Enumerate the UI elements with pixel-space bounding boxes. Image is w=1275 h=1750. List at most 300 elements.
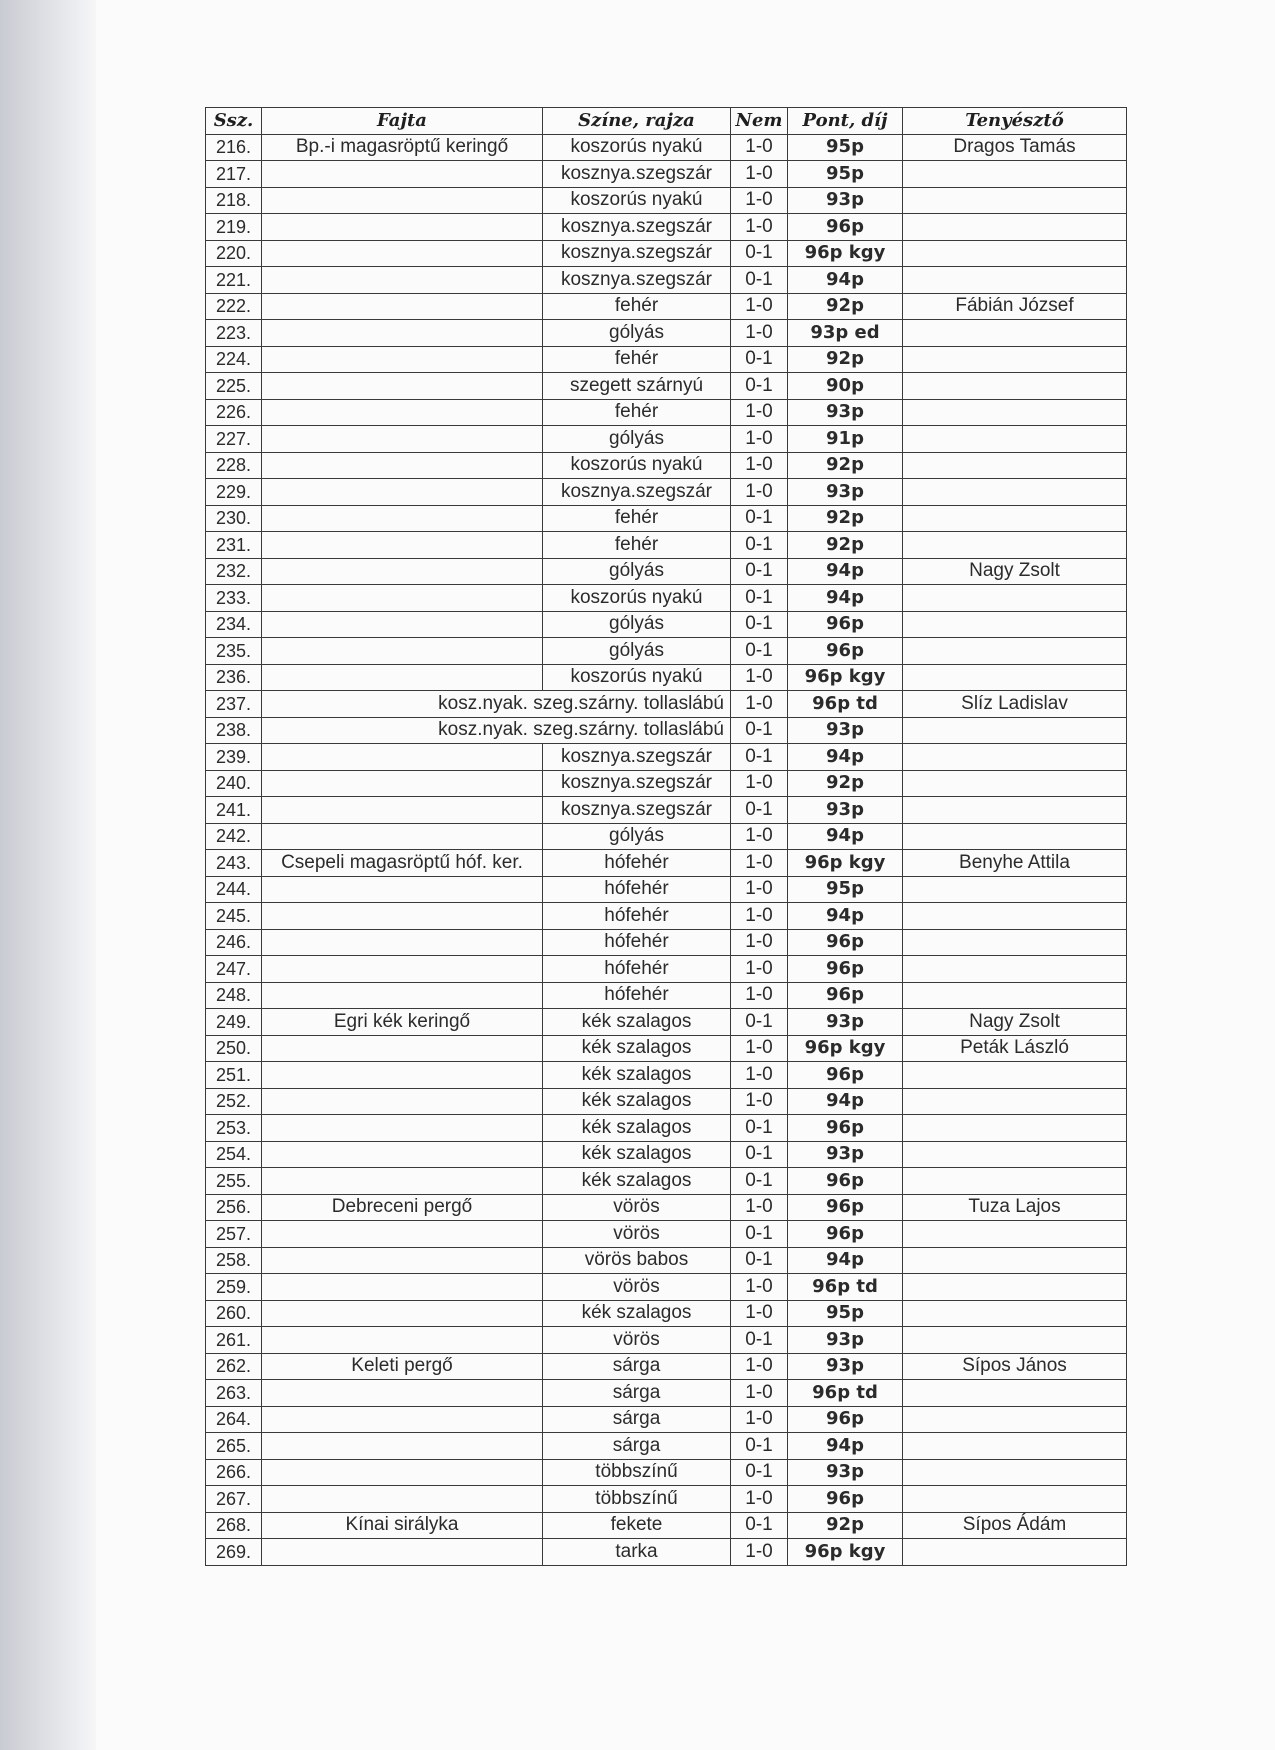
cell-ssz: 222. [206,293,262,320]
cell-fajta [262,1300,543,1327]
cell-szin: gólyás [543,426,731,453]
cell-nem: 1-0 [731,956,788,983]
cell-szin: kék szalagos [543,1088,731,1115]
cell-tenyeszto [903,187,1127,214]
cell-pont: 96p [788,638,903,665]
cell-fajta [262,161,543,188]
cell-ssz: 238. [206,717,262,744]
table-row [206,214,1127,241]
cell-fajta [262,1062,543,1089]
table-row [206,346,1127,373]
cell-tenyeszto [903,664,1127,691]
cell-pont: 94p [788,1247,903,1274]
cell-nem: 1-0 [731,1380,788,1407]
cell-szin: gólyás [543,320,731,347]
cell-ssz: 267. [206,1486,262,1513]
cell-ssz: 231. [206,532,262,559]
cell-fajta [262,1433,543,1460]
cell-pont: 96p [788,214,903,241]
cell-ssz: 233. [206,585,262,612]
cell-ssz: 245. [206,903,262,930]
cell-szin: kosznya.szegszár [543,161,731,188]
table-row [206,1353,1127,1380]
cell-fajta [262,1141,543,1168]
cell-pont: 93p [788,1327,903,1354]
table-row [206,691,1127,718]
cell-tenyeszto: Dragos Tamás [903,134,1127,161]
cell-fajta: Csepeli magasröptű hóf. ker. [262,850,543,877]
cell-tenyeszto [903,1300,1127,1327]
cell-ssz: 253. [206,1115,262,1142]
cell-pont: 96p [788,1115,903,1142]
cell-pont: 96p [788,1406,903,1433]
cell-fajta: Egri kék keringő [262,1009,543,1036]
cell-nem: 1-0 [731,876,788,903]
cell-pont: 94p [788,585,903,612]
cell-szin: hófehér [543,956,731,983]
cell-szin: koszorús nyakú [543,585,731,612]
cell-ssz: 219. [206,214,262,241]
header-row [206,108,1127,135]
table-row [206,505,1127,532]
cell-szin: hófehér [543,929,731,956]
cell-nem: 0-1 [731,797,788,824]
cell-fajta [262,479,543,506]
cell-szin: vörös [543,1221,731,1248]
cell-fajta [262,1539,543,1566]
cell-tenyeszto [903,1327,1127,1354]
table-row [206,161,1127,188]
cell-szin: kék szalagos [543,1115,731,1142]
table-row [206,1088,1127,1115]
cell-pont: 96p [788,1062,903,1089]
cell-fajta [262,982,543,1009]
cell-ssz: 255. [206,1168,262,1195]
cell-nem: 1-0 [731,452,788,479]
cell-nem: 0-1 [731,267,788,294]
cell-ssz: 237. [206,691,262,718]
cell-fajta [262,744,543,771]
cell-tenyeszto [903,1168,1127,1195]
cell-szin: fekete [543,1512,731,1539]
cell-pont: 92p [788,532,903,559]
cell-nem: 0-1 [731,1168,788,1195]
cell-nem: 1-0 [731,1274,788,1301]
cell-nem: 0-1 [731,585,788,612]
table-row [206,479,1127,506]
cell-tenyeszto [903,267,1127,294]
cell-tenyeszto [903,373,1127,400]
cell-fajta [262,1221,543,1248]
cell-nem: 0-1 [731,717,788,744]
cell-tenyeszto [903,1115,1127,1142]
cell-nem: 1-0 [731,161,788,188]
cell-ssz: 263. [206,1380,262,1407]
cell-szin: sárga [543,1353,731,1380]
table-row [206,638,1127,665]
cell-tenyeszto [903,638,1127,665]
cell-fajta [262,558,543,585]
cell-fajta [262,267,543,294]
cell-pont: 96p td [788,1380,903,1407]
cell-szin: gólyás [543,611,731,638]
cell-nem: 1-0 [731,320,788,347]
cell-szin: sárga [543,1433,731,1460]
cell-ssz: 218. [206,187,262,214]
cell-nem: 0-1 [731,1141,788,1168]
cell-nem: 0-1 [731,1247,788,1274]
table-row [206,797,1127,824]
cell-ssz: 216. [206,134,262,161]
cell-szin: kék szalagos [543,1062,731,1089]
cell-pont: 92p [788,346,903,373]
cell-tenyeszto [903,479,1127,506]
cell-pont: 93p [788,1353,903,1380]
cell-nem: 1-0 [731,1035,788,1062]
cell-tenyeszto [903,399,1127,426]
cell-tenyeszto [903,452,1127,479]
cell-nem: 1-0 [731,293,788,320]
cell-fajta [262,1380,543,1407]
cell-tenyeszto [903,426,1127,453]
cell-ssz: 242. [206,823,262,850]
cell-pont: 93p [788,1459,903,1486]
cell-szin: koszorús nyakú [543,134,731,161]
cell-tenyeszto [903,214,1127,241]
cell-tenyeszto [903,585,1127,612]
cell-fajta [262,346,543,373]
table-row [206,1512,1127,1539]
cell-tenyeszto [903,1433,1127,1460]
table-row [206,876,1127,903]
cell-nem: 0-1 [731,532,788,559]
cell-szin: vörös [543,1327,731,1354]
cell-ssz: 260. [206,1300,262,1327]
table-row [206,1062,1127,1089]
cell-szin: kék szalagos [543,1141,731,1168]
cell-nem: 1-0 [731,1353,788,1380]
cell-pont: 93p [788,797,903,824]
cell-fajta [262,1274,543,1301]
cell-szin: fehér [543,399,731,426]
cell-fajta [262,426,543,453]
cell-szin: többszínű [543,1486,731,1513]
cell-pont: 90p [788,373,903,400]
cell-tenyeszto [903,1459,1127,1486]
cell-pont: 96p kgy [788,664,903,691]
cell-tenyeszto [903,240,1127,267]
cell-szin: koszorús nyakú [543,664,731,691]
cell-fajta [262,214,543,241]
cell-ssz: 240. [206,770,262,797]
cell-ssz: 254. [206,1141,262,1168]
cell-tenyeszto: Sípos János [903,1353,1127,1380]
table-row [206,1274,1127,1301]
cell-pont: 93p [788,1009,903,1036]
cell-pont: 94p [788,1433,903,1460]
table-row [206,823,1127,850]
cell-ssz: 217. [206,161,262,188]
table-row [206,717,1127,744]
cell-tenyeszto [903,717,1127,744]
cell-fajta [262,929,543,956]
table-row [206,1035,1127,1062]
cell-szin: kosznya.szegszár [543,214,731,241]
cell-nem: 0-1 [731,505,788,532]
cell-pont: 94p [788,823,903,850]
cell-nem: 1-0 [731,399,788,426]
cell-ssz: 243. [206,850,262,877]
cell-szin: gólyás [543,558,731,585]
cell-nem: 1-0 [731,770,788,797]
cell-ssz: 264. [206,1406,262,1433]
cell-fajta [262,293,543,320]
table-row [206,1300,1127,1327]
cell-pont: 94p [788,744,903,771]
cell-nem: 1-0 [731,1539,788,1566]
cell-tenyeszto [903,505,1127,532]
table-row [206,426,1127,453]
cell-ssz: 220. [206,240,262,267]
cell-pont: 95p [788,161,903,188]
cell-fajta [262,956,543,983]
cell-fajta [262,1327,543,1354]
cell-fajta [262,1088,543,1115]
table-row [206,452,1127,479]
header-szin: Színe, rajza [543,108,731,135]
table-row [206,1168,1127,1195]
cell-nem: 0-1 [731,1512,788,1539]
cell-fajta [262,770,543,797]
table-row [206,903,1127,930]
cell-nem: 0-1 [731,1115,788,1142]
cell-fajta [262,611,543,638]
cell-nem: 0-1 [731,373,788,400]
cell-szin: hófehér [543,850,731,877]
cell-fajta [262,187,543,214]
table-row [206,956,1127,983]
table-row [206,1221,1127,1248]
cell-fajta [262,452,543,479]
cell-szin: kosznya.szegszár [543,797,731,824]
cell-ssz: 250. [206,1035,262,1062]
table-row [206,134,1127,161]
cell-nem: 1-0 [731,903,788,930]
table-row [206,1327,1127,1354]
cell-szin: hófehér [543,876,731,903]
table-row [206,982,1127,1009]
cell-szin: többszínű [543,1459,731,1486]
cell-tenyeszto [903,1221,1127,1248]
cell-szin: sárga [543,1380,731,1407]
table-row [206,532,1127,559]
cell-tenyeszto: Nagy Zsolt [903,1009,1127,1036]
cell-fajta-szin: kosz.nyak. szeg.szárny. tollaslábú [262,717,731,744]
cell-ssz: 241. [206,797,262,824]
table-row [206,1009,1127,1036]
cell-tenyeszto [903,982,1127,1009]
cell-pont: 95p [788,134,903,161]
cell-fajta: Debreceni pergő [262,1194,543,1221]
cell-szin: fehér [543,293,731,320]
cell-pont: 96p kgy [788,240,903,267]
cell-tenyeszto: Fábián József [903,293,1127,320]
cell-ssz: 226. [206,399,262,426]
table-row [206,1433,1127,1460]
cell-nem: 1-0 [731,426,788,453]
cell-szin: kosznya.szegszár [543,479,731,506]
table-row [206,1141,1127,1168]
cell-nem: 0-1 [731,240,788,267]
cell-pont: 96p [788,956,903,983]
cell-tenyeszto [903,1088,1127,1115]
cell-pont: 92p [788,505,903,532]
cell-szin: kék szalagos [543,1009,731,1036]
cell-nem: 1-0 [731,691,788,718]
cell-nem: 0-1 [731,638,788,665]
table-row [206,585,1127,612]
cell-pont: 92p [788,1512,903,1539]
cell-fajta [262,797,543,824]
cell-szin: sárga [543,1406,731,1433]
cell-nem: 1-0 [731,1062,788,1089]
table-body [206,134,1127,1565]
cell-pont: 96p td [788,1274,903,1301]
cell-szin: kék szalagos [543,1300,731,1327]
cell-nem: 0-1 [731,1433,788,1460]
cell-fajta [262,399,543,426]
table-row [206,1539,1127,1566]
cell-nem: 0-1 [731,1221,788,1248]
cell-pont: 93p [788,717,903,744]
cell-fajta [262,664,543,691]
cell-pont: 93p [788,1141,903,1168]
cell-nem: 1-0 [731,187,788,214]
cell-nem: 1-0 [731,850,788,877]
cell-szin: fehér [543,346,731,373]
cell-pont: 95p [788,876,903,903]
cell-fajta [262,1486,543,1513]
cell-nem: 0-1 [731,346,788,373]
header-fajta: Fajta [262,108,543,135]
cell-fajta [262,1035,543,1062]
table-row [206,1486,1127,1513]
table-row [206,293,1127,320]
cell-nem: 1-0 [731,134,788,161]
cell-ssz: 221. [206,267,262,294]
cell-tenyeszto [903,903,1127,930]
cell-ssz: 232. [206,558,262,585]
cell-pont: 96p kgy [788,1035,903,1062]
cell-ssz: 265. [206,1433,262,1460]
cell-tenyeszto [903,797,1127,824]
cell-ssz: 257. [206,1221,262,1248]
cell-tenyeszto [903,770,1127,797]
table-row [206,1459,1127,1486]
table-row [206,240,1127,267]
cell-fajta [262,320,543,347]
cell-ssz: 225. [206,373,262,400]
table-row [206,187,1127,214]
cell-szin: vörös babos [543,1247,731,1274]
table-row [206,664,1127,691]
cell-tenyeszto [903,1486,1127,1513]
cell-pont: 93p [788,399,903,426]
table-row [206,744,1127,771]
cell-pont: 94p [788,1088,903,1115]
cell-ssz: 252. [206,1088,262,1115]
table-row [206,320,1127,347]
cell-tenyeszto [903,876,1127,903]
cell-nem: 1-0 [731,1194,788,1221]
cell-nem: 1-0 [731,1300,788,1327]
cell-nem: 0-1 [731,558,788,585]
cell-szin: hófehér [543,982,731,1009]
cell-tenyeszto [903,1062,1127,1089]
cell-szin: fehér [543,505,731,532]
cell-szin: kosznya.szegszár [543,267,731,294]
cell-pont: 93p ed [788,320,903,347]
cell-tenyeszto [903,1406,1127,1433]
cell-szin: kék szalagos [543,1035,731,1062]
cell-ssz: 244. [206,876,262,903]
cell-fajta [262,823,543,850]
cell-szin: gólyás [543,823,731,850]
cell-fajta [262,505,543,532]
cell-fajta [262,638,543,665]
cell-tenyeszto [903,744,1127,771]
cell-szin: kosznya.szegszár [543,744,731,771]
table-row [206,1115,1127,1142]
cell-fajta [262,1115,543,1142]
header-tenyeszto: Tenyésztő [903,108,1127,135]
cell-ssz: 247. [206,956,262,983]
cell-pont: 92p [788,293,903,320]
cell-tenyeszto [903,956,1127,983]
cell-pont: 96p [788,1221,903,1248]
cell-pont: 95p [788,1300,903,1327]
cell-pont: 96p [788,982,903,1009]
cell-tenyeszto: Peták László [903,1035,1127,1062]
cell-nem: 1-0 [731,982,788,1009]
cell-szin: kosznya.szegszár [543,770,731,797]
cell-tenyeszto: Benyhe Attila [903,850,1127,877]
cell-ssz: 239. [206,744,262,771]
cell-ssz: 268. [206,1512,262,1539]
cell-ssz: 249. [206,1009,262,1036]
header-pont: Pont, díj [788,108,903,135]
cell-fajta [262,585,543,612]
table-row [206,267,1127,294]
cell-ssz: 251. [206,1062,262,1089]
table-row [206,929,1127,956]
table-row [206,399,1127,426]
cell-ssz: 234. [206,611,262,638]
cell-ssz: 223. [206,320,262,347]
cell-pont: 94p [788,903,903,930]
cell-ssz: 224. [206,346,262,373]
cell-ssz: 258. [206,1247,262,1274]
cell-szin: koszorús nyakú [543,187,731,214]
cell-pont: 91p [788,426,903,453]
cell-fajta: Kínai sirályka [262,1512,543,1539]
cell-fajta [262,1406,543,1433]
cell-pont: 94p [788,558,903,585]
cell-fajta [262,1247,543,1274]
cell-pont: 96p kgy [788,1539,903,1566]
cell-pont: 93p [788,479,903,506]
cell-nem: 1-0 [731,1088,788,1115]
